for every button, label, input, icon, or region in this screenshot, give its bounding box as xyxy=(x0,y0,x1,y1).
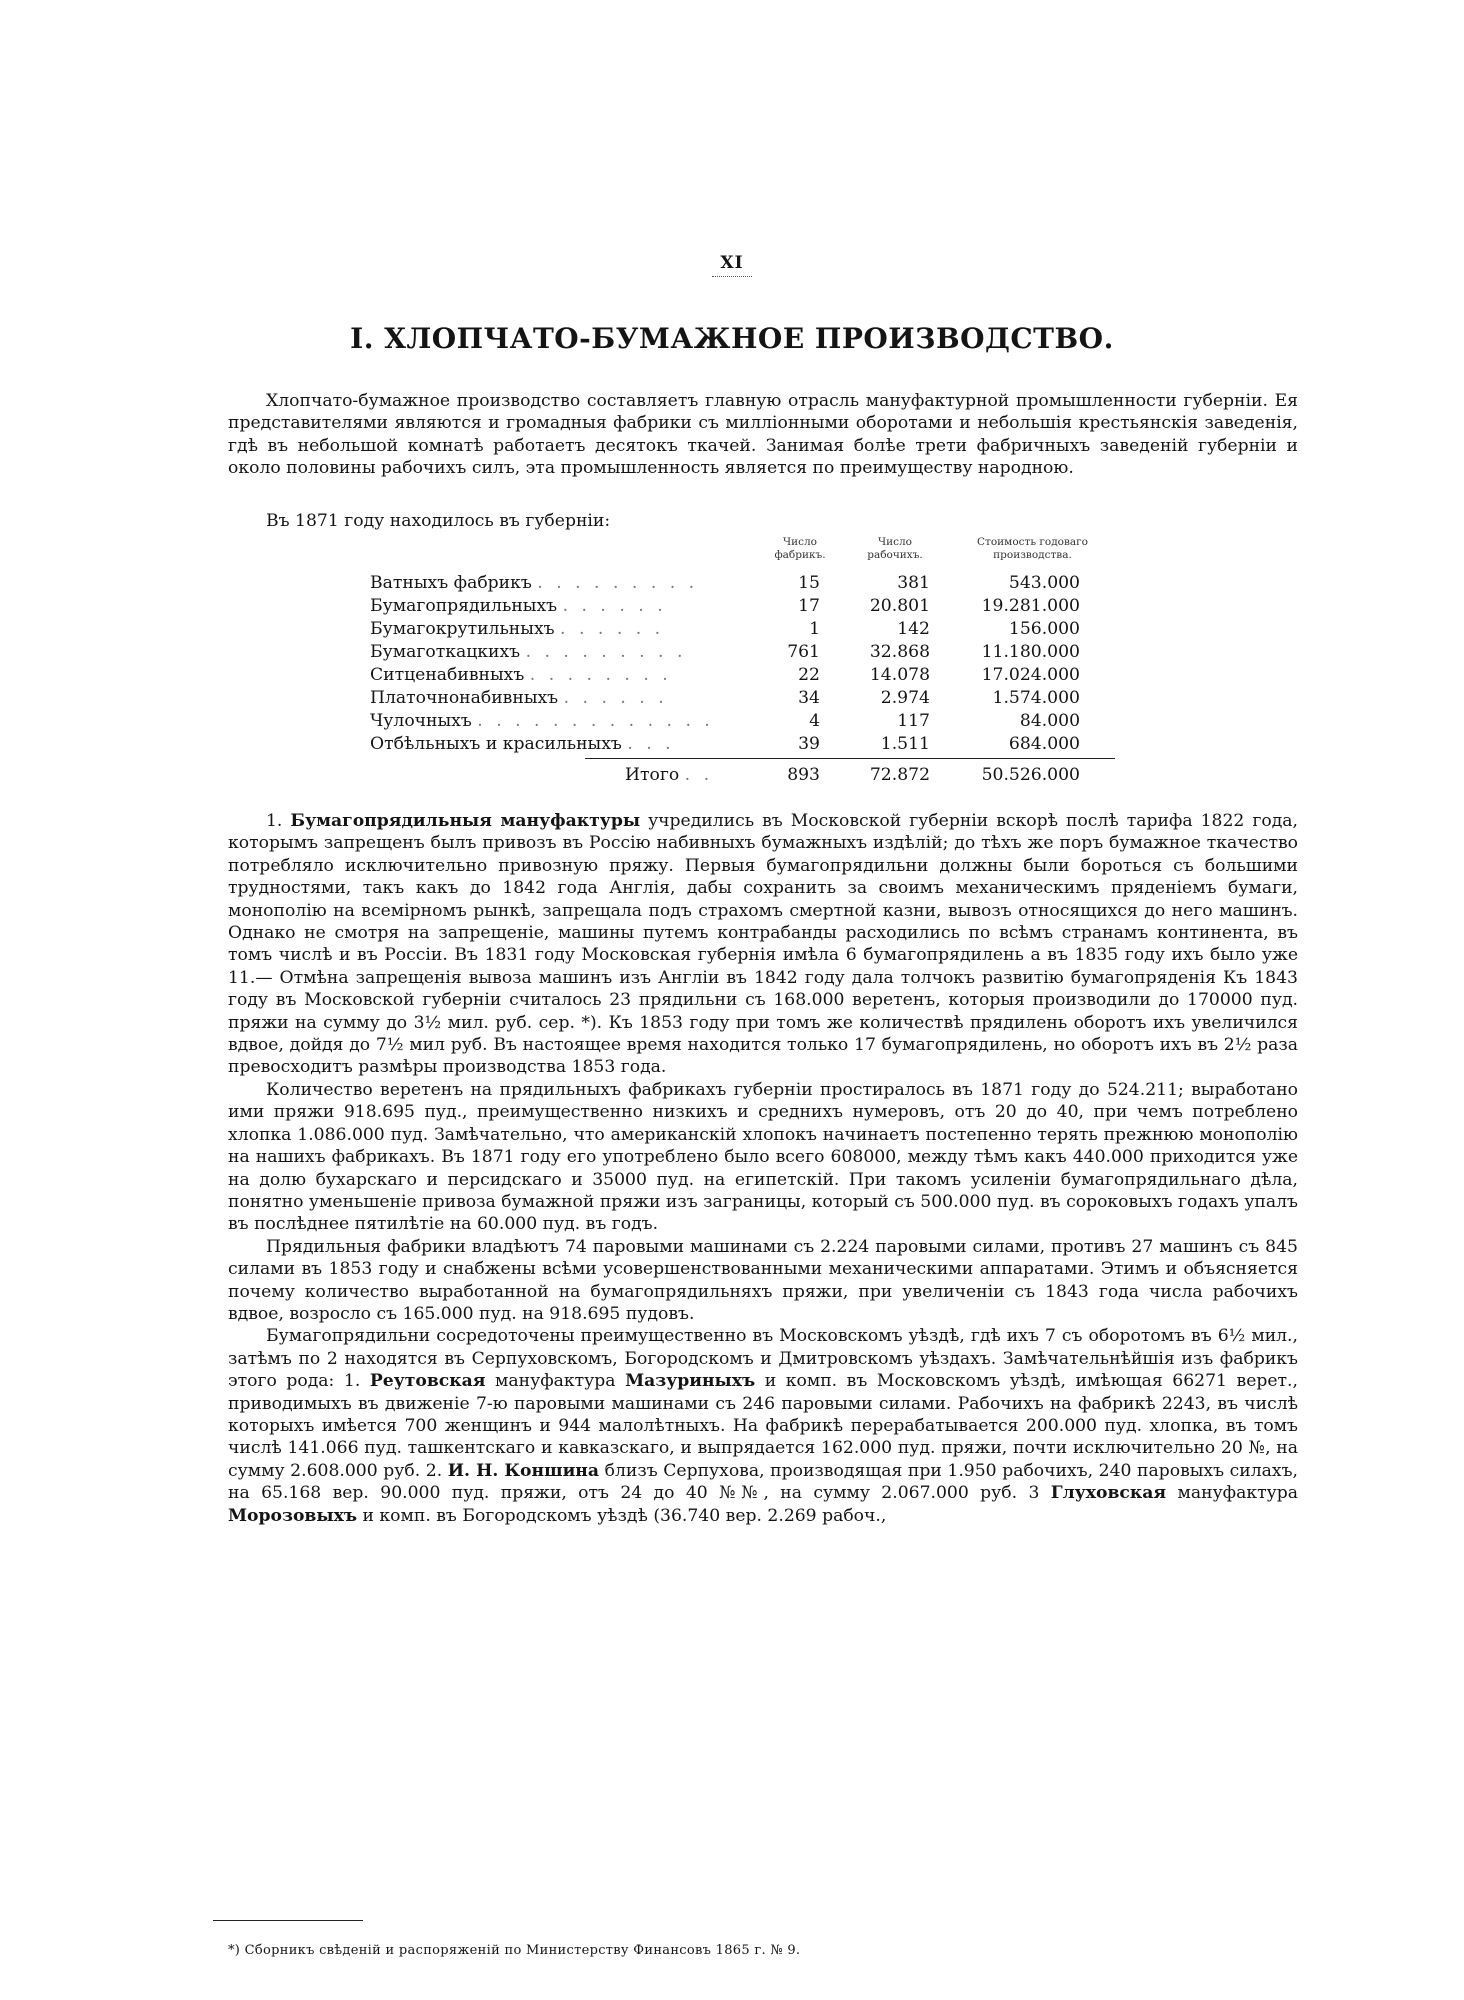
total-workers: 72.872 xyxy=(869,765,930,785)
cell-factories: 17 xyxy=(798,596,820,616)
leader-dots: . . . xyxy=(627,734,675,754)
item-number: 1. xyxy=(266,811,283,831)
leader-dots: . . . . . . xyxy=(562,596,667,616)
row-label: Бумагокрутильныхъ xyxy=(370,619,555,639)
intro-section xyxy=(228,390,1298,480)
table-header xyxy=(370,536,1120,572)
cell-workers: 1.511 xyxy=(880,734,930,754)
chapter-title: I. ХЛОПЧАТО-БУМАЖНОЕ ПРОИЗВОДСТВО. xyxy=(350,322,1114,355)
bold-term: Бумагопрядильныя мануфактуры xyxy=(290,811,641,831)
cell-value: 1.574.000 xyxy=(992,688,1080,708)
year-line: Въ 1871 году находилось въ губерніи: xyxy=(266,511,611,531)
cell-factories: 1 xyxy=(809,619,820,639)
leader-dots: . . . . . . . . . . . . . xyxy=(477,711,714,731)
paragraph xyxy=(228,810,1298,1079)
bold-term: Глуховская xyxy=(1050,1483,1167,1504)
paragraph: Количество веретенъ на прядильныхъ фабрикахъ губерніи простиралось въ 1871 году до 524.211; выработано ими пряжи 918.695 пуд., преимущественно низкихъ и среднихъ нумеровъ, отъ 20 до 40, при чемъ потреблено хлопка 1.086.000 пуд. Замѣчательно, что американскій хлопокъ начинаетъ постепенно терять прежнюю монополію на нашихъ фабрикахъ. Въ 1871 году его употреблено было всего 608000, между тѣмъ какъ 440.000 приходится уже на долю бухарскаго и персидскаго и 35000 пуд. на египетскій. При такомъ усиленіи бумагопрядильнаго дѣла, понятно уменьшеніе привоза бумажной пряжи изъ заграницы, который съ 500.000 пуд. въ сороковыхъ годахъ упалъ въ послѣднее пятилѣтіе на 60.000 пуд. въ годъ. xyxy=(228,1079,1298,1235)
leader-dots: . . . . . . . . . xyxy=(525,642,687,662)
spinning-mills-section xyxy=(228,810,1298,1527)
cell-factories: 39 xyxy=(798,734,820,754)
column-header-value: Стоимость годоваго производства. xyxy=(977,536,1088,561)
page-number-rule xyxy=(712,276,752,277)
row-label: Бумагопрядильныхъ xyxy=(370,596,558,616)
bold-term: Морозовыхъ xyxy=(228,1505,358,1526)
cell-factories: 761 xyxy=(787,642,820,662)
cell-value: 84.000 xyxy=(1019,711,1080,731)
paragraph-text: и комп. въ Московскомъ уѣздѣ, имѣющая 66271 верет., приводимыхъ въ движеніе 7-ю паровыми машинами съ 246 паровыми силами. Рабочихъ на фабрикѣ 2243, въ числѣ которыхъ имѣется 700 женщинъ и 944 малолѣтныхъ. На фабрикѣ перерабатывается 200.000 пуд. хлопка, въ томъ числѣ 141.066 пуд. ташкентскаго и кавказскаго, и выпрядается 162.000 пуд. пряжи, почти исключительно 20 №, на сумму 2.608.000 руб. 2. xyxy=(228,1371,1298,1481)
leader-dots: . . xyxy=(684,765,714,785)
table-row xyxy=(370,733,1120,756)
bold-term: И. Н. Коншина xyxy=(447,1460,600,1481)
paragraph-text: близъ Серпухова, производящая при 1.950 рабочихъ, 240 паровыхъ силахъ, на 65.168 вер. 90.000 пуд. пряжи, отъ 24 до 40 №№, на сумму 2.067.000 руб. 3 xyxy=(228,1460,1298,1504)
table-total-row xyxy=(370,764,1120,787)
paragraph-text: мануфактура xyxy=(495,1371,616,1392)
cell-value: 11.180.000 xyxy=(981,642,1080,662)
row-label: Ватныхъ фабрикъ xyxy=(370,573,532,593)
column-header-workers: Число рабочихъ. xyxy=(867,536,923,561)
footnote-rule xyxy=(213,1920,363,1921)
total-rule xyxy=(585,758,1115,759)
cell-workers: 14.078 xyxy=(869,665,930,685)
row-label: Платочнонабивныхъ xyxy=(370,688,559,708)
leader-dots: . . . . . . xyxy=(563,688,668,708)
cell-value: 17.024.000 xyxy=(981,665,1080,685)
cell-factories: 34 xyxy=(798,688,820,708)
cell-workers: 117 xyxy=(897,711,930,731)
table-row xyxy=(370,618,1120,641)
leader-dots: . . . . . . . . xyxy=(529,665,672,685)
total-label: Итого xyxy=(625,765,680,785)
footnote: *) Сборникъ свѣденій и распоряженій по Министерству Финансовъ 1865 г. № 9. xyxy=(228,1943,801,1958)
cell-factories: 22 xyxy=(798,665,820,685)
table-row xyxy=(370,595,1120,618)
paragraph-text: Бумагопрядильни сосредоточены преимущественно въ Московскомъ уѣздѣ, гдѣ ихъ 7 съ оборотомъ въ 6½ мил., затѣмъ по 2 находятся въ Серпуховскомъ, Богородскомъ и Дмитровскомъ уѣздахъ. Замѣчательнѣйшія изъ фабрикъ этого рода: 1. xyxy=(228,1326,1298,1392)
cell-value: 19.281.000 xyxy=(981,596,1080,616)
leader-dots: . . . . . . . . . xyxy=(537,573,699,593)
cell-factories: 4 xyxy=(809,711,820,731)
table-row xyxy=(370,687,1120,710)
row-label: Отбѣльныхъ и красильныхъ xyxy=(370,734,622,754)
table-row xyxy=(370,710,1120,733)
total-factories: 893 xyxy=(787,765,820,785)
cell-value: 543.000 xyxy=(1008,573,1080,593)
cell-value: 684.000 xyxy=(1008,734,1080,754)
bold-term: Реутовская xyxy=(369,1371,486,1392)
cell-value: 156.000 xyxy=(1008,619,1080,639)
cell-workers: 20.801 xyxy=(869,596,930,616)
row-label: Чулочныхъ xyxy=(370,711,472,731)
row-label: Бумаготкацкихъ xyxy=(370,642,521,662)
paragraph-text: и комп. въ Богородскомъ уѣздѣ (36.740 вер. 2.269 рабоч., xyxy=(362,1505,887,1526)
paragraph-text: мануфактура xyxy=(1177,1483,1298,1504)
cell-workers: 381 xyxy=(897,573,930,593)
cell-workers: 32.868 xyxy=(869,642,930,662)
cell-factories: 15 xyxy=(798,573,820,593)
row-label: Ситценабивныхъ xyxy=(370,665,525,685)
bold-term: Мазуриныхъ xyxy=(625,1371,756,1392)
paragraph: Прядильныя фабрики владѣютъ 74 паровыми машинами съ 2.224 паровыми силами, противъ 27 машинъ съ 845 силами въ 1853 году и снабжены всѣми усовершенствованными механическими аппаратами. Этимъ и объясняется почему количество выработанной на бумагопрядильняхъ пряжи, при увеличеніи съ 1843 года числа рабочихъ вдвое, возросло съ 165.000 пуд. на 918.695 пудовъ. xyxy=(228,1236,1298,1324)
column-header-factories: Число фабрикъ. xyxy=(774,536,826,561)
cell-workers: 142 xyxy=(897,619,930,639)
paragraph-text: учредились въ Московской губерніи вскорѣ послѣ тарифа 1822 года, которымъ запрещенъ былъ привозъ въ Россію набивныхъ бумажныхъ издѣлій; до тѣхъ же поръ бумажное ткачество потребляло исключительно привозную пряжу. Первыя бумагопрядильни должны были бороться съ большими трудностями, такъ какъ до 1842 года Англія, дабы сохранить за своимъ механическимъ пряденіемъ бумаги, монополію на всемірномъ рынкѣ, запрещала подъ страхомъ смертной казни, вывозъ относящихся до него машинъ. Однако не смотря на запрещеніе, машины путемъ контрабанды расходились по всѣмъ странамъ континента, въ томъ числѣ и въ Россіи. Въ 1831 году Московская губернія имѣла 6 бумагопрядилень а въ 1835 году ихъ было уже 11.— Отмѣна запрещенія вывоза машинъ изъ Англіи въ 1842 году дала толчокъ развитію бумагопряденія Къ 1843 году въ Московской губерніи считалось 23 прядильни съ 168.000 веретенъ, которыя производили до 170000 пуд. пряжи на сумму до 3½ мил. руб. сер. *). Къ 1853 году при томъ же количествѣ прядилень оборотъ ихъ увеличился вдвое, дойдя до 7½ мил руб. Въ настоящее время находится только 17 бумагопрядилень, но оборотъ ихъ въ 2½ раза превосходитъ размѣры производства 1853 года. xyxy=(228,811,1298,1078)
table-row xyxy=(370,664,1120,687)
leader-dots: . . . . . . xyxy=(560,619,665,639)
table-row xyxy=(370,641,1120,664)
total-value: 50.526.000 xyxy=(981,765,1080,785)
cell-workers: 2.974 xyxy=(880,688,930,708)
paragraph xyxy=(228,1325,1298,1527)
intro-paragraph: Хлопчато-бумажное производство составляетъ главную отрасль мануфактурной промышленности губерніи. Ея представителями являются и громадныя фабрики съ милліонными оборотами и небольшія крестьянскія заведенія, гдѣ въ небольшой комнатѣ работаетъ десятокъ ткачей. Занимая болѣе трети фабричныхъ заведеній губерніи и около половины рабочихъ силъ, эта промышленность является по преимуществу народною. xyxy=(228,391,1298,479)
page-number: XI xyxy=(720,253,744,273)
table-row xyxy=(370,572,1120,595)
